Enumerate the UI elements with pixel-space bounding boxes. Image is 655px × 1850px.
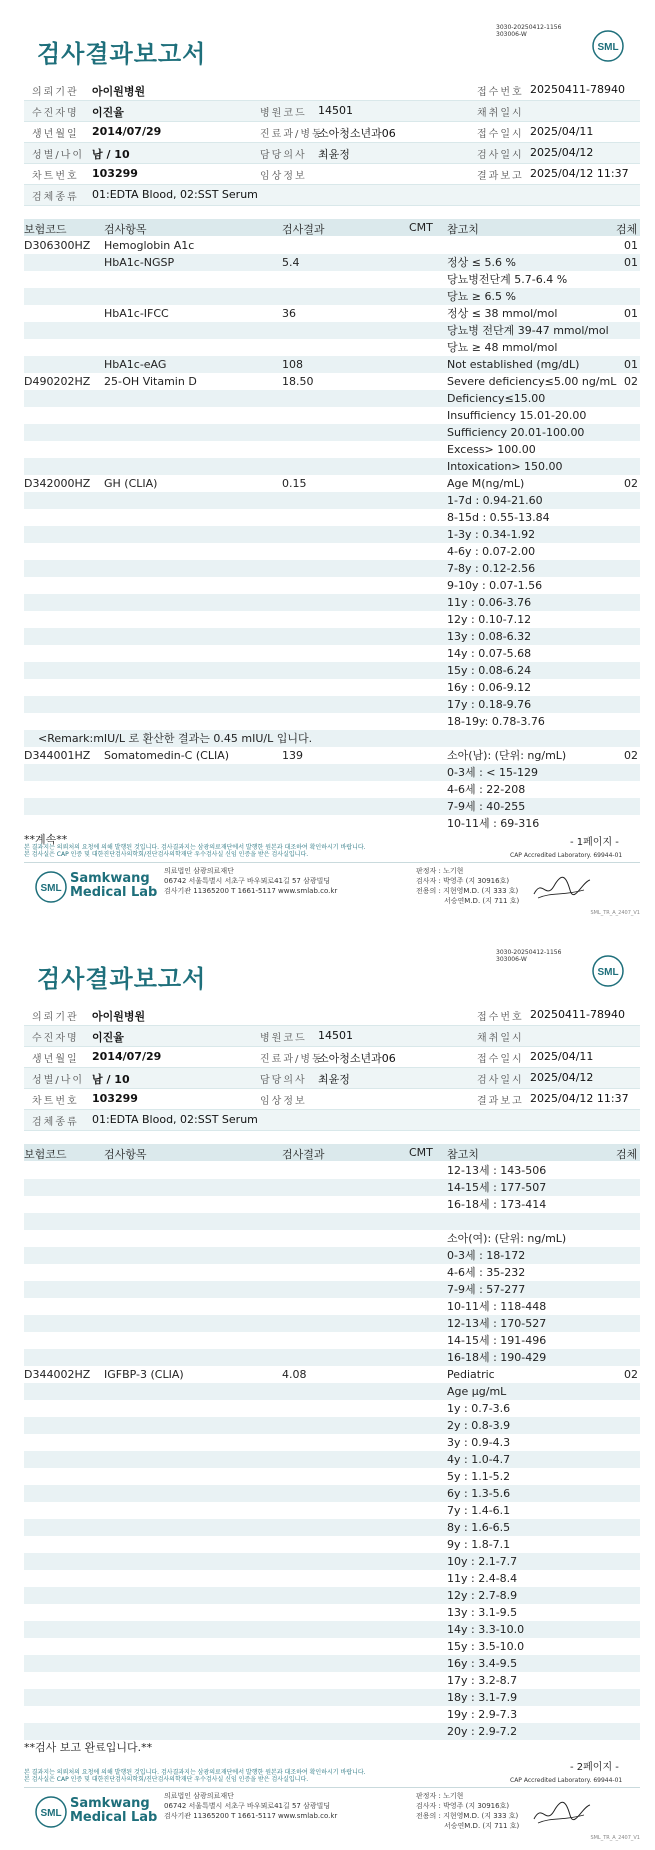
table-row bbox=[24, 1400, 640, 1417]
table-row bbox=[24, 560, 640, 577]
page-number: - 2페이지 - bbox=[570, 1762, 619, 1773]
specimen-code: 02 bbox=[624, 1368, 638, 1381]
test-item: HbA1c-NGSP bbox=[104, 256, 175, 269]
reference-range: 9-10y : 0.07-1.56 bbox=[447, 579, 543, 592]
reference-range: 19y : 2.9-7.3 bbox=[447, 1708, 518, 1721]
table-row bbox=[24, 1281, 640, 1298]
table-row bbox=[24, 1655, 640, 1672]
footer bbox=[24, 866, 640, 918]
reference-range: 0-3세 : < 15-129 bbox=[447, 766, 538, 779]
reference-range: 11y : 0.06-3.76 bbox=[447, 596, 532, 609]
reference-range: 1-3y : 0.34-1.92 bbox=[447, 528, 536, 541]
reference-range: Deficiency≤15.00 bbox=[447, 392, 546, 405]
reference-range: 18y : 3.1-7.9 bbox=[447, 1691, 518, 1704]
signature-mark bbox=[532, 1797, 592, 1827]
test-result: 108 bbox=[282, 358, 303, 371]
table-row bbox=[24, 1672, 640, 1689]
reference-range: Age μg/mL bbox=[447, 1385, 507, 1398]
table-row bbox=[24, 441, 640, 458]
table-row bbox=[24, 1162, 640, 1179]
specimen-code: 01 bbox=[624, 256, 638, 269]
sml-logo-icon bbox=[591, 29, 625, 63]
reference-range: 14-15세 : 177-507 bbox=[447, 1181, 547, 1194]
reference-range: Sufficiency 20.01-100.00 bbox=[447, 426, 585, 439]
table-row bbox=[24, 1196, 640, 1213]
reference-range: 14y : 0.07-5.68 bbox=[447, 647, 532, 660]
results-table-header: 보험코드 검사항목 검사결과 CMT 참고치 검체 bbox=[24, 1144, 640, 1161]
reference-range: 정상 ≤ 5.6 % bbox=[447, 256, 516, 269]
test-item: HbA1c-IFCC bbox=[104, 307, 169, 320]
insurance-code: D342000HZ bbox=[24, 477, 91, 490]
table-row bbox=[24, 764, 640, 781]
patient-name-value: 이진율 bbox=[92, 106, 124, 119]
footer-brand: Samkwang Medical Lab bbox=[70, 1796, 158, 1825]
reference-range: 7y : 1.4-6.1 bbox=[447, 1504, 511, 1517]
table-row bbox=[24, 713, 640, 730]
reference-range: 13y : 0.08-6.32 bbox=[447, 630, 532, 643]
sml-footer-logo-icon bbox=[34, 1795, 68, 1829]
table-row bbox=[24, 271, 640, 288]
table-row bbox=[24, 611, 640, 628]
table-row bbox=[24, 509, 640, 526]
specimen-code: 01 bbox=[624, 307, 638, 320]
report-page-2 bbox=[0, 925, 655, 1850]
table-row bbox=[24, 1315, 640, 1332]
svg-text:SML: SML bbox=[597, 967, 619, 978]
footer-signatures: 판정자 : 노기현 검사자 : 박영주 (지 30916호) 전용의 : 지현영M.D. (지 333 호) 서승연M.D. (지 711 호) bbox=[416, 867, 520, 905]
specimen-code: 02 bbox=[624, 375, 638, 388]
table-row bbox=[24, 492, 640, 509]
results-table-page-2 bbox=[24, 1162, 640, 1740]
table-row bbox=[24, 730, 640, 747]
reference-range: 8y : 1.6-6.5 bbox=[447, 1521, 511, 1534]
test-result: 5.4 bbox=[282, 256, 300, 269]
page-number: - 1페이지 - bbox=[570, 837, 619, 848]
specimen-code: 02 bbox=[624, 749, 638, 762]
results-table-page-1 bbox=[24, 237, 640, 832]
table-row bbox=[24, 458, 640, 475]
table-row bbox=[24, 1264, 640, 1281]
table-row bbox=[24, 339, 640, 356]
cap-accreditation: CAP Accredited Laboratory. 69944-01 bbox=[510, 1777, 623, 1784]
reference-range: Severe deficiency≤5.00 ng/mL bbox=[447, 375, 617, 388]
reference-range: 0-3세 : 18-172 bbox=[447, 1249, 526, 1262]
sml-footer-logo-icon bbox=[34, 870, 68, 904]
reference-range: 1-7d : 0.94-21.60 bbox=[447, 494, 543, 507]
table-row bbox=[24, 577, 640, 594]
table-row bbox=[24, 1519, 640, 1536]
table-row bbox=[24, 747, 640, 764]
remark-text: <Remark:mIU/L 로 환산한 결과는 0.45 mIU/L 입니다. bbox=[38, 732, 313, 745]
test-item: HbA1c-eAG bbox=[104, 358, 167, 371]
continue-note: **계속** bbox=[24, 833, 68, 846]
reference-range: 16y : 3.4-9.5 bbox=[447, 1657, 518, 1670]
table-row bbox=[24, 356, 640, 373]
table-row bbox=[24, 1536, 640, 1553]
reference-range: 3y : 0.9-4.3 bbox=[447, 1436, 511, 1449]
svg-text:SML: SML bbox=[597, 42, 619, 53]
reference-range: 10-11세 : 69-316 bbox=[447, 817, 540, 830]
table-row bbox=[24, 1570, 640, 1587]
table-row bbox=[24, 1230, 640, 1247]
specimen-code: 01 bbox=[624, 358, 638, 371]
disclaimer: 본 결과지는 의뢰처의 요청에 의해 발행된 것입니다. 검사결과지는 삼광의료재단에서 발행한 원본과 대조하여 확인하시기 바랍니다. 본 검사실은 CAP 인증 및 대한진단검사의학회/진단검사의학재단 우수검사실 신임 인증을 받은 검사실입니다. bbox=[24, 844, 366, 858]
reference-range: 4-6y : 0.07-2.00 bbox=[447, 545, 536, 558]
report-ref-number: 3030-20250412-1156 303006-W bbox=[496, 949, 562, 963]
reference-range: 20y : 2.9-7.2 bbox=[447, 1725, 518, 1738]
table-row bbox=[24, 1706, 640, 1723]
reference-range: 당뇨병 전단계 39-47 mmol/mol bbox=[447, 324, 609, 337]
table-row bbox=[24, 662, 640, 679]
table-row bbox=[24, 1604, 640, 1621]
reference-range: 12y : 2.7-8.9 bbox=[447, 1589, 518, 1602]
cap-accreditation: CAP Accredited Laboratory. 69944-01 bbox=[510, 852, 623, 859]
reference-range: 7-8y : 0.12-2.56 bbox=[447, 562, 536, 575]
reference-range: 12-13세 : 170-527 bbox=[447, 1317, 547, 1330]
test-item: GH (CLIA) bbox=[104, 477, 158, 490]
insurance-code: D344002HZ bbox=[24, 1368, 91, 1381]
table-row bbox=[24, 254, 640, 271]
table-row bbox=[24, 1468, 640, 1485]
table-row bbox=[24, 1366, 640, 1383]
insurance-code: D490202HZ bbox=[24, 375, 91, 388]
table-row bbox=[24, 1332, 640, 1349]
table-row bbox=[24, 628, 640, 645]
results-table-header: 보험코드 검사항목 검사결과 CMT 참고치 검체 bbox=[24, 219, 640, 236]
form-code: SML_TR_A_2407_V1 bbox=[590, 1835, 640, 1841]
insurance-code: D344001HZ bbox=[24, 749, 91, 762]
reference-range: 당뇨병전단계 5.7-6.4 % bbox=[447, 273, 568, 286]
reference-range: 17y : 0.18-9.76 bbox=[447, 698, 532, 711]
sml-logo-icon bbox=[591, 954, 625, 988]
table-row bbox=[24, 594, 640, 611]
test-result: 4.08 bbox=[282, 1368, 307, 1381]
reference-range: Not established (mg/dL) bbox=[447, 358, 580, 371]
reference-range: 18-19y: 0.78-3.76 bbox=[447, 715, 545, 728]
reference-range: 14y : 3.3-10.0 bbox=[447, 1623, 525, 1636]
table-row bbox=[24, 1638, 640, 1655]
reference-range: 6y : 1.3-5.6 bbox=[447, 1487, 511, 1500]
table-row bbox=[24, 1587, 640, 1604]
reference-range: 12y : 0.10-7.12 bbox=[447, 613, 532, 626]
reference-range: 12-13세 : 143-506 bbox=[447, 1164, 547, 1177]
table-row bbox=[24, 1434, 640, 1451]
reference-range: 4-6세 : 35-232 bbox=[447, 1266, 526, 1279]
table-row bbox=[24, 407, 640, 424]
table-row bbox=[24, 475, 640, 492]
test-item: IGFBP-3 (CLIA) bbox=[104, 1368, 184, 1381]
reference-range: 17y : 3.2-8.7 bbox=[447, 1674, 518, 1687]
test-result: 36 bbox=[282, 307, 296, 320]
table-row bbox=[24, 322, 640, 339]
reference-range: 소아(남): (단위: ng/mL) bbox=[447, 749, 567, 762]
report-title: 검사결과보고서 bbox=[37, 40, 207, 68]
table-row bbox=[24, 1213, 640, 1230]
reference-range: 7-9세 : 57-277 bbox=[447, 1283, 526, 1296]
reference-range: 8-15d : 0.55-13.84 bbox=[447, 511, 550, 524]
reference-range: 당뇨 ≥ 6.5 % bbox=[447, 290, 516, 303]
footer bbox=[24, 1791, 640, 1843]
footer-address: 의료법인 삼광의료재단 06742 서울특별시 서초구 바우뫼로41길 57 삼광빌딩 검사기관 11365200 T 1661-5117 www.smlab.co.kr bbox=[164, 867, 338, 895]
reference-range: 10y : 2.1-7.7 bbox=[447, 1555, 518, 1568]
footer-brand: Samkwang Medical Lab bbox=[70, 871, 158, 900]
table-row bbox=[24, 390, 640, 407]
table-row bbox=[24, 781, 640, 798]
table-row bbox=[24, 1485, 640, 1502]
reference-range: 14-15세 : 191-496 bbox=[447, 1334, 547, 1347]
table-row bbox=[24, 679, 640, 696]
test-result: 18.50 bbox=[282, 375, 314, 388]
test-result: 139 bbox=[282, 749, 303, 762]
svg-text:SML: SML bbox=[40, 883, 62, 894]
test-result: 0.15 bbox=[282, 477, 307, 490]
footer-address: 의료법인 삼광의료재단 06742 서울특별시 서초구 바우뫼로41길 57 삼광빌딩 검사기관 11365200 T 1661-5117 www.smlab.co.kr bbox=[164, 1792, 338, 1820]
reference-range: 16y : 0.06-9.12 bbox=[447, 681, 532, 694]
table-row bbox=[24, 526, 640, 543]
reference-range: 5y : 1.1-5.2 bbox=[447, 1470, 511, 1483]
receipt-no-value: 20250411-78940 bbox=[530, 83, 625, 96]
reference-range: 9y : 1.8-7.1 bbox=[447, 1538, 511, 1551]
reference-range: Intoxication> 150.00 bbox=[447, 460, 563, 473]
reference-range: 16-18세 : 190-429 bbox=[447, 1351, 547, 1364]
reference-range: 15y : 0.08-6.24 bbox=[447, 664, 532, 677]
table-row bbox=[24, 373, 640, 390]
specimen-code: 02 bbox=[624, 477, 638, 490]
table-row bbox=[24, 1417, 640, 1434]
table-row bbox=[24, 815, 640, 832]
table-row bbox=[24, 1349, 640, 1366]
table-row bbox=[24, 1179, 640, 1196]
table-row bbox=[24, 1502, 640, 1519]
table-row bbox=[24, 1723, 640, 1740]
table-row bbox=[24, 1247, 640, 1264]
report-ref-number: 3030-20250412-1156 303006-W bbox=[496, 24, 562, 38]
table-row bbox=[24, 696, 640, 713]
insurance-code: D306300HZ bbox=[24, 239, 91, 252]
reference-range: 당뇨 ≥ 48 mmol/mol bbox=[447, 341, 558, 354]
reference-range: 4-6세 : 22-208 bbox=[447, 783, 526, 796]
institution-value: 아이원병원 bbox=[92, 85, 146, 98]
complete-note: **검사 보고 완료입니다.** bbox=[24, 1741, 153, 1754]
footer-signatures: 판정자 : 노기현 검사자 : 박영주 (지 30916호) 전용의 : 지현영M.D. (지 333 호) 서승연M.D. (지 711 호) bbox=[416, 1792, 520, 1830]
reference-range: Excess> 100.00 bbox=[447, 443, 536, 456]
reference-range: 4y : 1.0-4.7 bbox=[447, 1453, 511, 1466]
patient-info-header: 의뢰기관 아이원병원 접수번호 20250411-78940 수진자명 이진율 병원코드 14501 채취일시 생년월일 2014/07/29 진료과/병동 소아청소년과06 접수일시 2025/04/11 성별/나이 남 / 10 담당의사 최윤정 검사일시 2025/04/12 차트번호 103299 임상정보 결과보고 2025/04/12 11:37 검체종류 01:EDTA Blood, 02:SST Serum bbox=[24, 1005, 640, 1131]
table-row bbox=[24, 1298, 640, 1315]
reference-range: 13y : 3.1-9.5 bbox=[447, 1606, 518, 1619]
table-row bbox=[24, 1553, 640, 1570]
reference-range: Pediatric bbox=[447, 1368, 495, 1381]
reference-range: 16-18세 : 173-414 bbox=[447, 1198, 547, 1211]
reference-range: 11y : 2.4-8.4 bbox=[447, 1572, 518, 1585]
disclaimer: 본 결과지는 의뢰처의 요청에 의해 발행된 것입니다. 검사결과지는 삼광의료재단에서 발행한 원본과 대조하여 확인하시기 바랍니다. 본 검사실은 CAP 인증 및 대한진단검사의학회/진단검사의학재단 우수검사실 신임 인증을 받은 검사실입니다. bbox=[24, 1769, 366, 1783]
table-row bbox=[24, 305, 640, 322]
table-row bbox=[24, 1383, 640, 1400]
reference-range: 15y : 3.5-10.0 bbox=[447, 1640, 525, 1653]
table-row bbox=[24, 237, 640, 254]
table-row bbox=[24, 288, 640, 305]
table-row bbox=[24, 645, 640, 662]
svg-text:SML: SML bbox=[40, 1808, 62, 1819]
test-item: 25-OH Vitamin D bbox=[104, 375, 197, 388]
reference-range: Insufficiency 15.01-20.00 bbox=[447, 409, 587, 422]
reference-range: 소아(여): (단위: ng/mL) bbox=[447, 1232, 567, 1245]
report-title: 검사결과보고서 bbox=[37, 965, 207, 993]
signature-mark bbox=[532, 872, 592, 902]
table-row bbox=[24, 1451, 640, 1468]
table-row bbox=[24, 424, 640, 441]
reference-range: 2y : 0.8-3.9 bbox=[447, 1419, 511, 1432]
test-item: Somatomedin-C (CLIA) bbox=[104, 749, 230, 762]
table-row bbox=[24, 1621, 640, 1638]
reference-range: 10-11세 : 118-448 bbox=[447, 1300, 547, 1313]
form-code: SML_TR_A_2407_V1 bbox=[590, 910, 640, 916]
table-row bbox=[24, 543, 640, 560]
reference-range: Age M(ng/mL) bbox=[447, 477, 525, 490]
reference-range: 정상 ≤ 38 mmol/mol bbox=[447, 307, 558, 320]
patient-info-header: 의뢰기관 아이원병원 접수번호 20250411-78940 수진자명 이진율 병원코드 14501 채취일시 생년월일 2014/07/29 진료과/병동 소아청소년과06 접수일시 2025/04/11 성별/나이 남 / 10 담당의사 최윤정 검사일시 2025/04/12 차트번호 103299 임상정보 결과보고 2025/04/12 11:37 검체종류 01:EDTA Blood, 02:SST Serum bbox=[24, 80, 640, 206]
specimen-code: 01 bbox=[624, 239, 638, 252]
reference-range: 7-9세 : 40-255 bbox=[447, 800, 526, 813]
table-row bbox=[24, 798, 640, 815]
reference-range: 1y : 0.7-3.6 bbox=[447, 1402, 511, 1415]
test-item: Hemoglobin A1c bbox=[104, 239, 195, 252]
table-row bbox=[24, 1689, 640, 1706]
